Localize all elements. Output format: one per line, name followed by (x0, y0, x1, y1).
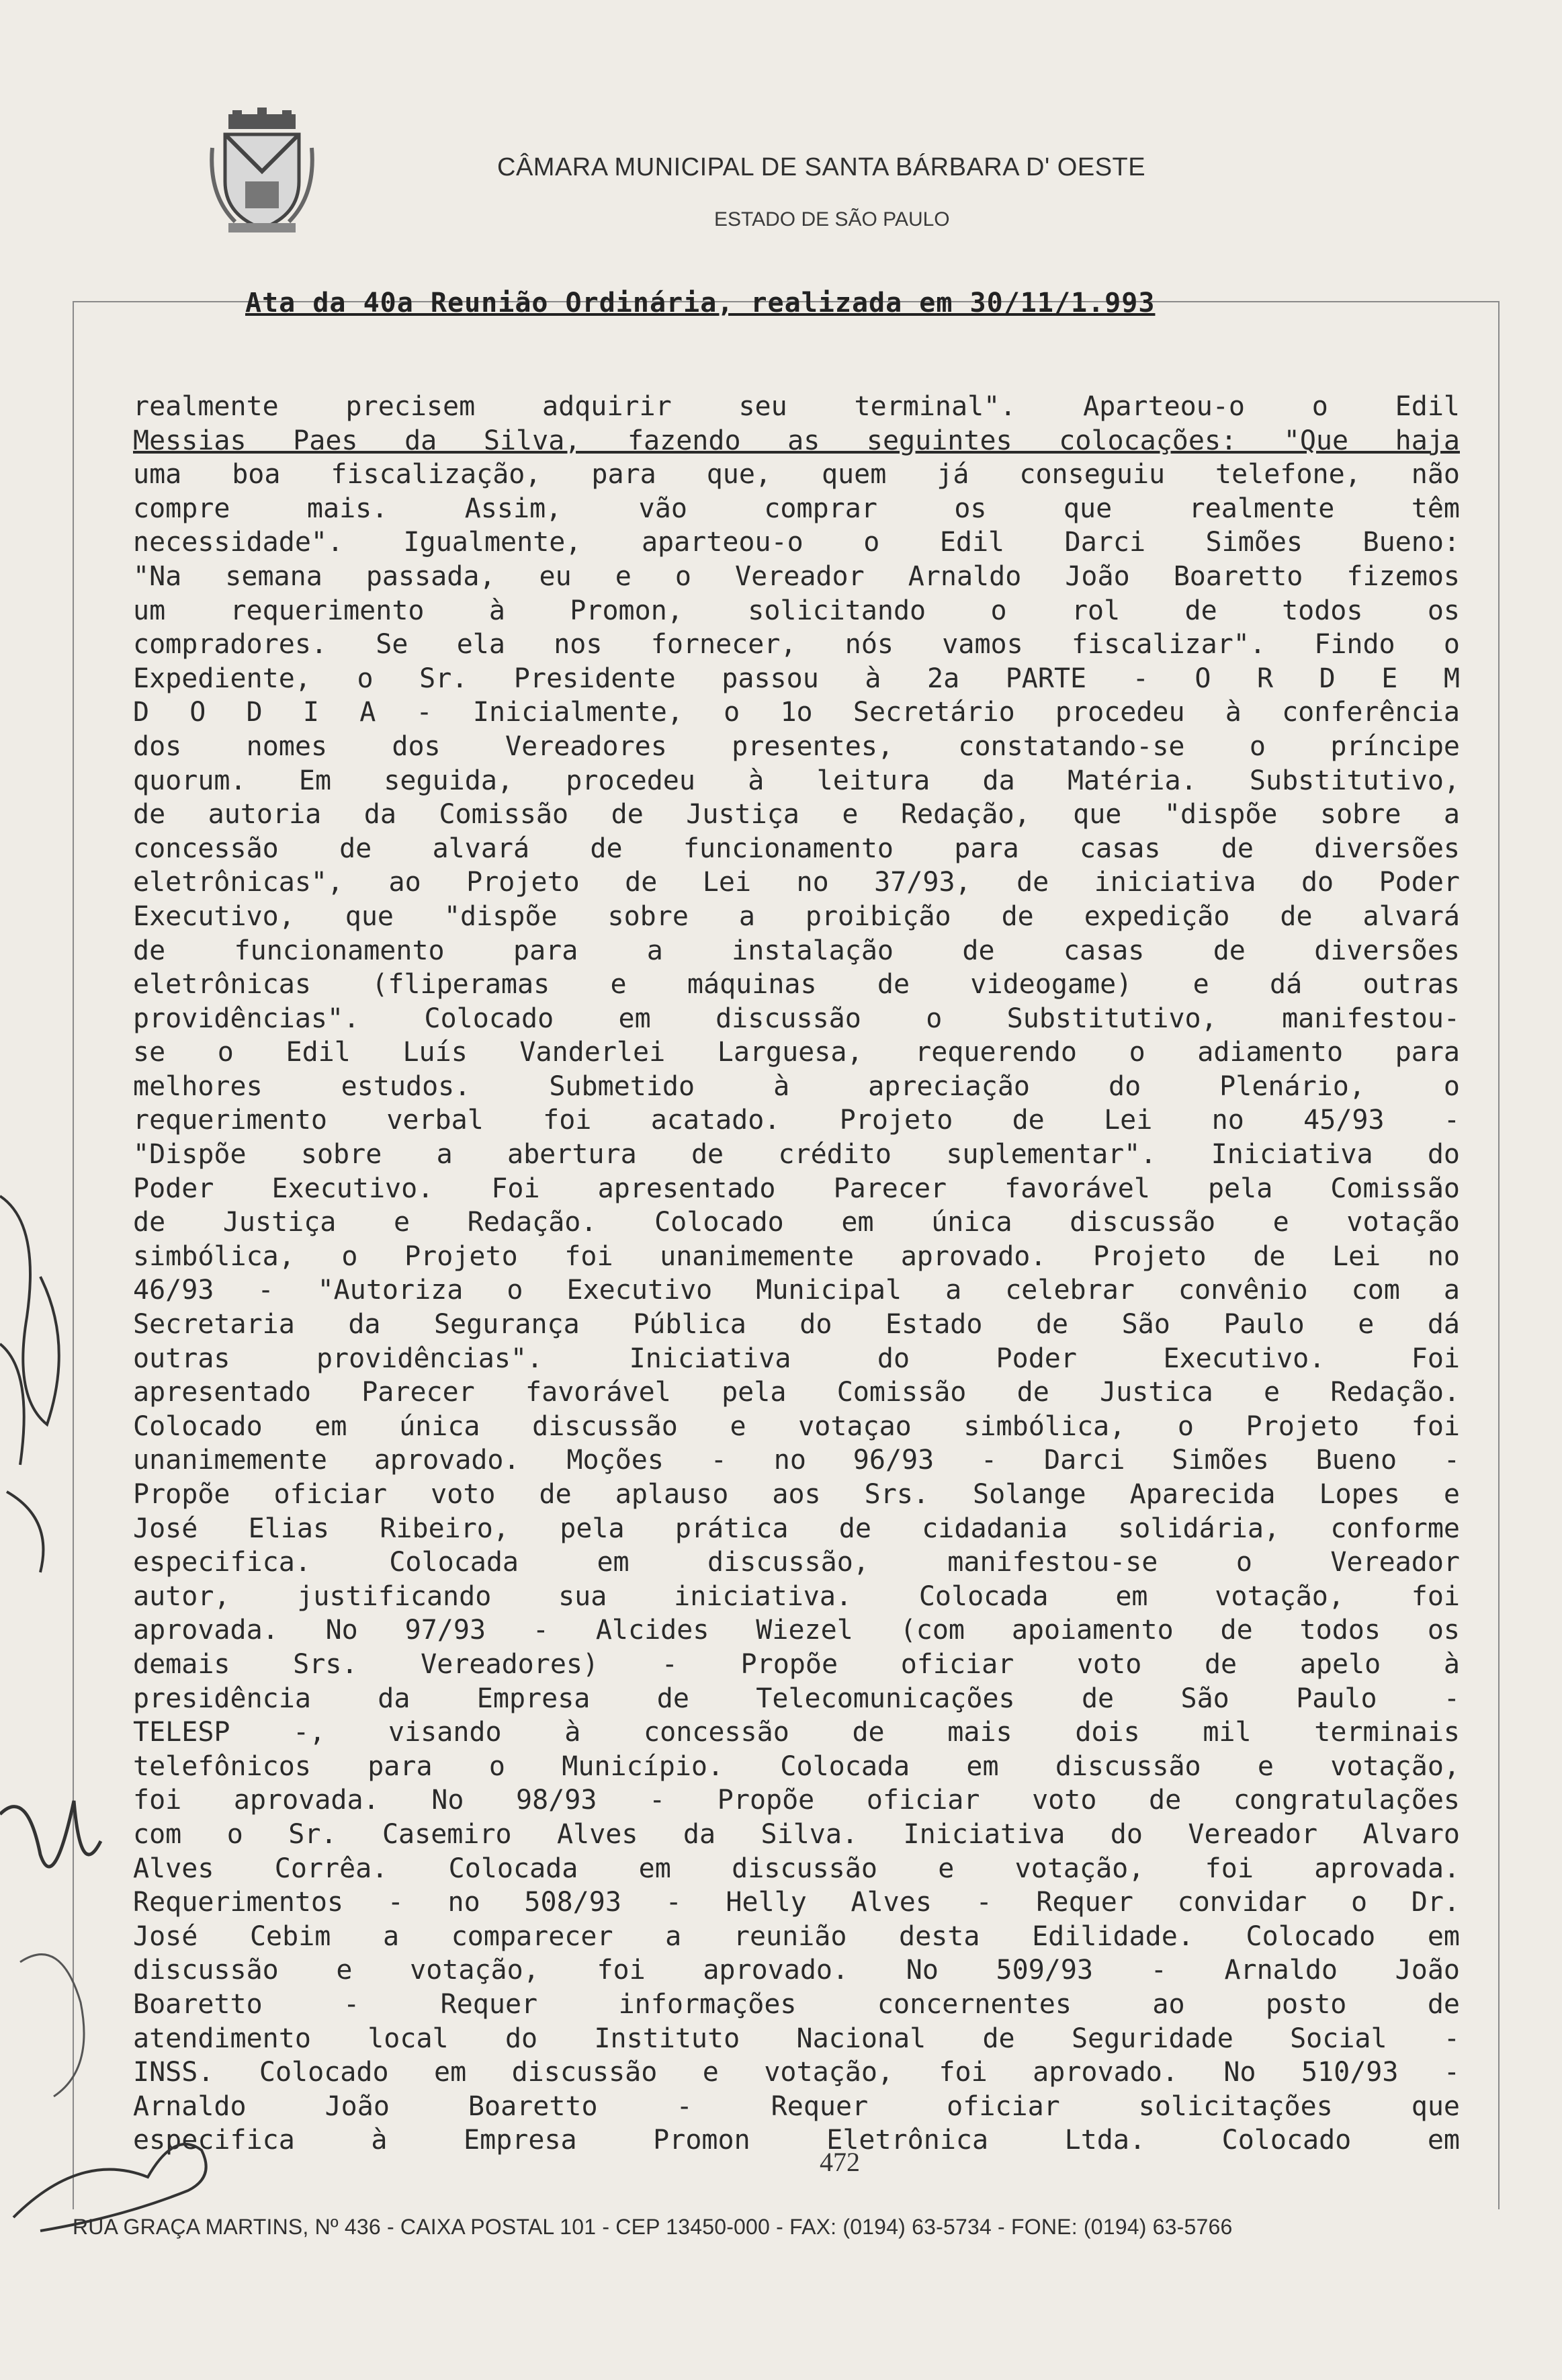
body-line: de Justiça e Redação. Colocado em única discussão e votação (133, 1207, 1460, 1238)
body-line: José Cebim a comparecer a reunião desta Edilidade. Colocado em (133, 1920, 1460, 1952)
body-line: uma boa fiscalização, para que, quem já conseguiu telefone, não (133, 459, 1460, 491)
body-line: Propõe oficiar voto de aplauso aos Srs. Solange Aparecida Lopes e (133, 1479, 1460, 1510)
body-line: se o Edil Luís Vanderlei Larguesa, requerendo o adiamento para (133, 1037, 1460, 1068)
body-line: "Dispõe sobre a abertura de crédito suplementar". Iniciativa do (133, 1139, 1460, 1171)
body-line: apresentado Parecer favorável pela Comissão de Justica e Redação. (133, 1377, 1460, 1408)
minutes-body (133, 390, 1460, 2158)
body-line: com o Sr. Casemiro Alves da Silva. Iniciativa do Vereador Alvaro (133, 1818, 1460, 1850)
body-line: Colocado em única discussão e votaçao simbólica, o Projeto foi (133, 1410, 1460, 1442)
body-line: dos nomes dos Vereadores presentes, constatando-se o príncipe (133, 730, 1460, 762)
body-line: Requerimentos - no 508/93 - Helly Alves - Requer convidar o Dr. (133, 1887, 1460, 1918)
document-title: Ata da 40a Reunião Ordinária, realizada em 30/11/1.993 (245, 288, 1156, 318)
body-line: especifica à Empresa Promon Eletrônica Ltda. Colocado em (133, 2125, 1460, 2156)
body-line: discussão e votação, foi aprovado. No 509/93 - Arnaldo João (133, 1955, 1460, 1986)
body-line: de funcionamento para a instalação de casas de diversões (133, 935, 1460, 966)
body-line: providências". Colocado em discussão o Substitutivo, manifestou- (133, 1003, 1460, 1034)
body-line: "Na semana passada, eu e o Vereador Arnaldo João Boaretto fizemos (133, 560, 1460, 592)
body-line: Secretaria da Segurança Pública do Estado de São Paulo e dá (133, 1309, 1460, 1341)
body-line: necessidade". Igualmente, aparteou-o o Edil Darci Simões Bueno: (133, 527, 1460, 558)
body-line: Executivo, que "dispõe sobre a proibição de expedição de alvará (133, 900, 1460, 932)
council-name: CÂMARA MUNICIPAL DE SANTA BÁRBARA D' OESTE (497, 153, 1146, 181)
body-line: realmente precisem adquirir seu terminal". Aparteou-o o Edil (133, 391, 1460, 422)
body-line: 46/93 - "Autoriza o Executivo Municipal a celebrar convênio com a (133, 1275, 1460, 1306)
body-line: Expediente, o Sr. Presidente passou à 2a PARTE - O R D E M (133, 663, 1460, 694)
body-line: requerimento verbal foi acatado. Projeto de Lei no 45/93 - (133, 1105, 1460, 1136)
body-line: especifica. Colocada em discussão, manifestou-se o Vereador (133, 1547, 1460, 1578)
body-line: compradores. Se ela nos fornecer, nós vamos fiscalizar". Findo o (133, 629, 1460, 661)
coat-of-arms-icon (208, 108, 316, 235)
body-line: atendimento local do Instituto Nacional de Seguridade Social - (133, 2023, 1460, 2054)
body-line: José Elias Ribeiro, pela prática de cidadania solidária, conforme (133, 1513, 1460, 1544)
body-line: eletrônicas", ao Projeto de Lei no 37/93, de iniciativa do Poder (133, 867, 1460, 898)
body-line: Poder Executivo. Foi apresentado Parecer favorável pela Comissão (133, 1173, 1460, 1204)
body-line: melhores estudos. Submetido à apreciação do Plenário, o (133, 1070, 1460, 1102)
body-line: Messias Paes da Silva, fazendo as seguintes colocações: "Que haja (133, 425, 1460, 456)
body-line: compre mais. Assim, vão comprar os que realmente têm (133, 493, 1460, 524)
body-line: Alves Corrêa. Colocada em discussão e votação, foi aprovada. (133, 1853, 1460, 1884)
body-line: presidência da Empresa de Telecomunicações de São Paulo - (133, 1683, 1460, 1714)
body-line: concessão de alvará de funcionamento para casas de diversões (133, 833, 1460, 864)
body-line: de autoria da Comissão de Justiça e Redação, que "dispõe sobre a (133, 799, 1460, 831)
body-line: quorum. Em seguida, procedeu à leitura da Matéria. Substitutivo, (133, 765, 1460, 796)
body-line: aprovada. No 97/93 - Alcides Wiezel (com apoiamento de todos os (133, 1615, 1460, 1646)
body-line: um requerimento à Promon, solicitando o rol de todos os (133, 595, 1460, 626)
body-line: foi aprovada. No 98/93 - Propõe oficiar voto de congratulações (133, 1785, 1460, 1816)
page-number: 472 (820, 2147, 860, 2177)
body-line: D O D I A - Inicialmente, o 1o Secretário procedeu à conferência (133, 697, 1460, 728)
state-name: ESTADO DE SÃO PAULO (714, 208, 950, 230)
body-line: TELESP -, visando à concessão de mais dois mil terminais (133, 1717, 1460, 1748)
body-line: unanimemente aprovado. Moções - no 96/93 - Darci Simões Bueno - (133, 1445, 1460, 1476)
body-line: autor, justificando sua iniciativa. Colocada em votação, foi (133, 1580, 1460, 1612)
body-line: eletrônicas (fliperamas e máquinas de videogame) e dá outras (133, 969, 1460, 1001)
body-line: Arnaldo João Boaretto - Requer oficiar solicitações que (133, 2090, 1460, 2122)
footer-address: RUA GRAÇA MARTINS, Nº 436 - CAIXA POSTAL 101 - CEP 13450-000 - FAX: (0194) 63-5734 - FONE: (0194) 63-5766 (73, 2215, 1233, 2239)
body-line: demais Srs. Vereadores) - Propõe oficiar voto de apelo à (133, 1648, 1460, 1680)
body-line: outras providências". Iniciativa do Poder Executivo. Foi (133, 1343, 1460, 1374)
body-line: Boaretto - Requer informações concernentes ao posto de (133, 1988, 1460, 2020)
body-line: INSS. Colocado em discussão e votação, foi aprovado. No 510/93 - (133, 2057, 1460, 2088)
body-line: simbólica, o Projeto foi unanimemente aprovado. Projeto de Lei no (133, 1240, 1460, 1272)
body-line: telefônicos para o Município. Colocada em discussão e votação, (133, 1750, 1460, 1782)
